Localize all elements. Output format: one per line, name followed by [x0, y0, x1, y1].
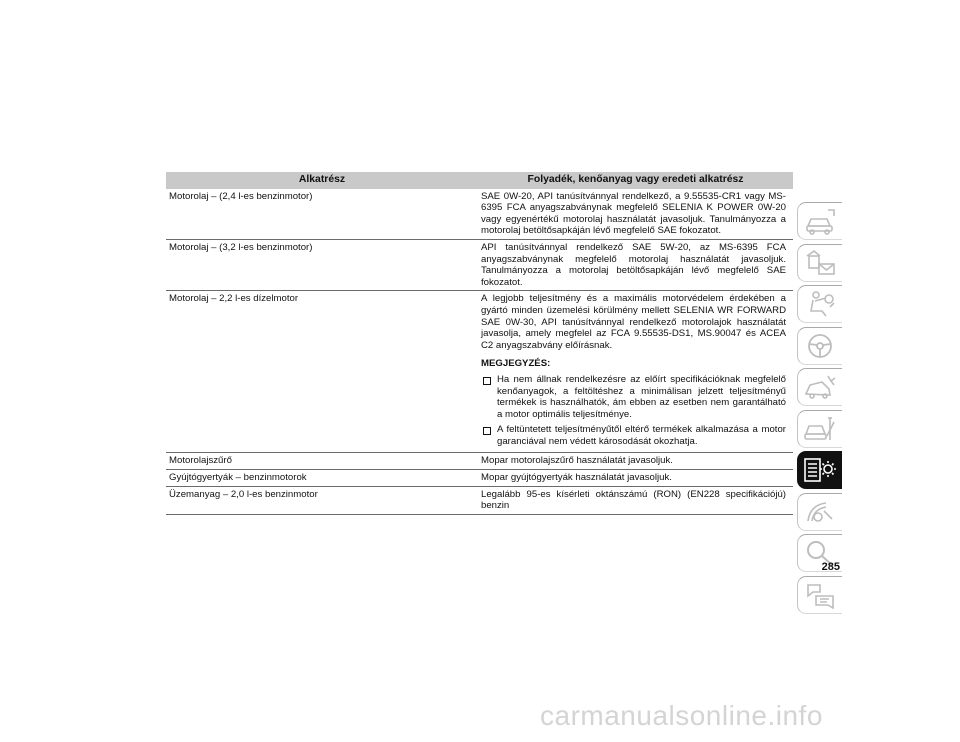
table-row [166, 470, 793, 487]
spec-cell: Mopar gyújtógyertyák használatát javasoljuk. [478, 470, 793, 487]
spec-cell: API tanúsítvánnyal rendelkező SAE 5W-20, az MS-6395 FCA anyagszabványnak megfelelő motorolaj használatát javasoljuk. Tanulmányozza a motorolaj betöltősapkáján lévő megfelelő SAE fokozatot. [478, 239, 793, 290]
steering-wheel-icon [802, 331, 838, 361]
spec-text: A legjobb teljesítmény és a maximális motorvédelem érdekében a gyártó minden üzemelési körülmény mellett SELENIA WR FORWARD SAE 0W-30, API tanúsítvánnyal rendelkező motorolajok használatát javasolja, amely megfelel az FCA 9.55535-DS1, MS.90047 és ACEA C2 anyagszabvány előírásnak. [481, 293, 786, 351]
table-row [166, 486, 793, 514]
note-text: A feltüntetett teljesítményűtől eltérő termékek alkalmazása a motor garanciával nem védett károsodását okozhatja. [497, 424, 786, 447]
multimedia-icon [802, 497, 838, 527]
part-cell: Motorolaj – (3,2 l-es benzinmotor) [166, 239, 478, 290]
table-row [166, 239, 793, 290]
column-header-fluid: Folyadék, kenőanyag vagy eredeti alkatrész [478, 172, 793, 189]
chapter-tab-service[interactable] [797, 410, 842, 448]
note-text: Ha nem állnak rendelkezésre az előírt specifikációknak megfelelő kenőanyagok, a feltöltéshez a minimálisan jelzett teljesítményű termékek is használhatók, ám ebben az esetben nem garantálható a motor optimális teljesítménye. [497, 373, 786, 420]
note-item [481, 374, 786, 420]
chapter-tab-safety[interactable] [797, 285, 842, 323]
car-info-icon [802, 206, 838, 236]
note-title: MEGJEGYZÉS: [481, 358, 551, 370]
specifications-table [166, 172, 793, 515]
table-row [166, 189, 793, 240]
car-crash-icon [802, 372, 838, 402]
page-number: 285 [821, 561, 840, 573]
part-cell: Üzemanyag – 2,0 l-es benzinmotor [166, 486, 478, 514]
car-tools-icon [802, 414, 838, 444]
chapter-tab-emergency[interactable] [797, 368, 842, 406]
part-cell: Motorolaj – (2,4 l-es benzinmotor) [166, 189, 478, 240]
car-message-icon [802, 248, 838, 278]
chapter-tabs [797, 202, 842, 617]
chapter-tab-languages[interactable] [797, 576, 842, 614]
chapter-tab-car-info[interactable] [797, 202, 842, 240]
table-row [166, 291, 793, 453]
specs-gear-icon [802, 455, 838, 485]
column-header-part: Alkatrész [166, 172, 478, 189]
table-row [166, 453, 793, 470]
spec-cell: Legalább 95-es kísérleti oktánszámú (RON) (EN228 specifikációjú) benzin [478, 486, 793, 514]
spec-cell: SAE 0W-20, API tanúsítvánnyal rendelkező, a 9.55535-CR1 vagy MS-6395 FCA anyagszabványnak megfelelő SELENIA K POWER 0W-20 vagy egyenértékű motorolaj használatát javasoljuk. Tanulmányozza a motorolaj betöltősapkáján lévő megfelelő SAE fokozatot. [478, 189, 793, 240]
chapter-tab-driving[interactable] [797, 327, 842, 365]
chapter-tab-specifications[interactable] [797, 451, 842, 489]
language-icon [802, 580, 838, 610]
chapter-tab-multimedia[interactable] [797, 493, 842, 531]
checkbox-bullet-icon [483, 427, 491, 435]
part-cell: Motorolajszűrő [166, 453, 478, 470]
checkbox-bullet-icon [483, 377, 491, 385]
part-cell: Gyújtógyertyák – benzinmotorok [166, 470, 478, 487]
spec-cell [478, 291, 793, 453]
part-cell: Motorolaj – 2,2 l-es dízelmotor [166, 291, 478, 453]
watermark: carmanualsonline.info [540, 700, 823, 731]
spec-cell: Mopar motorolajszűrő használatát javasoljuk. [478, 453, 793, 470]
chapter-tab-messages[interactable] [797, 244, 842, 282]
note-item [481, 424, 786, 447]
table-header-row [166, 172, 793, 189]
seat-airbag-icon [802, 289, 838, 319]
